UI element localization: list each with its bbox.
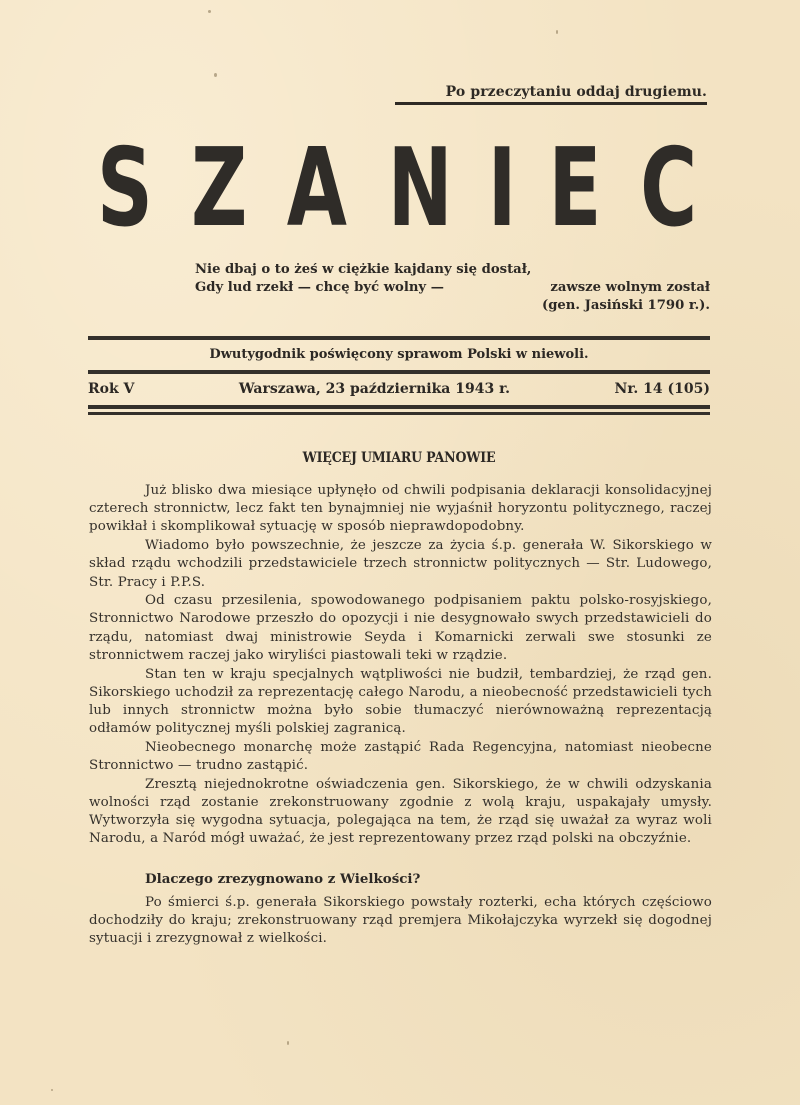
paper-speck: [287, 1041, 289, 1045]
article-subheading: Dlaczego zrezygnowano z Wielkości?: [145, 870, 421, 887]
article-paragraph: Wiadomo było powszechnie, że jeszcze za życia ś.p. generała W. Sikorskiego w skład rządu wchodzili przedstawiciele trzech stronnictw politycznych — Str. Ludowego, Str. Pracy i P.P.S.: [89, 538, 712, 590]
article-paragraph: Od czasu przesilenia, spowodowanego podpisaniem paktu polsko-rosyjskiego, Stronnictwo Narodowe przeszło do opozycji i nie desygnowało swych przedstawicieli do rządu, natomiast dwaj ministrowie Seyda i Komarnicki zerwali swe stosunki ze stronnictwem raczej jako wiryliści piastowali teki w rządzie.: [89, 593, 712, 663]
notice-text: Po przeczytaniu oddaj drugiemu.: [445, 84, 707, 100]
issue-info-line: [88, 381, 710, 397]
paper-speck: [208, 10, 211, 13]
article-paragraph: Stan ten w kraju specjalnych wątpliwości nie budził, tembardziej, że rząd gen. Sikorskiego uchodził za reprezentację całego Narodu, a nieobecność przedstawicieli tych lub innych stronnictw można było sobie tłumaczyć nierównoważną reprezentacją odłamów politycznej myśli polskiej zagranicą.: [89, 666, 712, 737]
issue-year: Rok V: [88, 381, 135, 397]
divider-rule: [88, 336, 710, 340]
masthead-letter: C: [639, 126, 697, 251]
masthead-letter: I: [487, 126, 517, 251]
subtitle: Dwutygodnik poświęcony sprawom Polski w niewoli.: [209, 347, 589, 362]
divider-rule: [88, 412, 710, 415]
paper-speck: [51, 1089, 53, 1091]
divider-rule: [88, 370, 710, 374]
motto-line-2: [195, 279, 710, 297]
issue-place-date: Warszawa, 23 października 1943 r.: [238, 381, 511, 397]
paper-speck: [214, 73, 217, 77]
notice-underline: [395, 102, 707, 105]
divider-rule: [88, 405, 710, 409]
masthead-letter: S: [96, 126, 153, 251]
article-body: [89, 482, 712, 949]
masthead-letter: A: [286, 126, 347, 251]
motto-line-2-right: zawsze wolnym został: [550, 280, 710, 295]
pass-on-notice: [395, 84, 707, 105]
article-title: WIĘCEJ UMIARU PANOWIE: [302, 450, 496, 466]
masthead-letter: E: [548, 126, 602, 251]
article-paragraph: Już blisko dwa miesiące upłynęło od chwili podpisania deklaracji konsolidacyjnej czterech stronnictw, lecz fakt ten bynajmniej nie wyjaśnił horyzontu politycznego, raczej powikłał i skomplikował sytuację w sposób nieprawdopodobny.: [89, 483, 712, 535]
motto-attribution: (gen. Jasiński 1790 r.).: [541, 298, 710, 313]
motto: [195, 261, 710, 315]
masthead-letter: Z: [191, 126, 248, 251]
motto-line-2-left: Gdy lud rzekł — chcę być wolny —: [195, 280, 444, 295]
motto-line-1: Nie dbaj o to żeś w ciężkie kajdany się dostał,: [195, 262, 532, 277]
masthead-letter: N: [387, 126, 453, 251]
article-paragraph: Po śmierci ś.p. generała Sikorskiego powstały rozterki, echa których częściowo dochodziły do kraju; zrekonstruowany rząd premjera Mikołajczyka wyrzekł się dogodnej sytuacji i zrezygnował z wielkości.: [89, 894, 712, 947]
masthead-title: [86, 126, 708, 251]
issue-number: Nr. 14 (105): [614, 381, 710, 397]
paper-speck: [556, 30, 558, 34]
article-paragraph: Nieobecnego monarchę może zastąpić Rada Regencyjna, natomiast nieobecne Stronnictwo — trudno zastąpić.: [89, 739, 712, 774]
article-paragraph: Zresztą niejednokrotne oświadczenia gen. Sikorskiego, że w chwili odzyskania wolności rząd zostanie zrekonstruowany zgodnie z wolą kraju, uspakajały umysły. Wytworzyła się wygodna sytuacja, polegająca na tem, że rząd się uważał za wyraz woli Narodu, a Naród mógł uważać, że jest reprezentowany przez rząd polski na obczyźnie.: [89, 776, 712, 847]
